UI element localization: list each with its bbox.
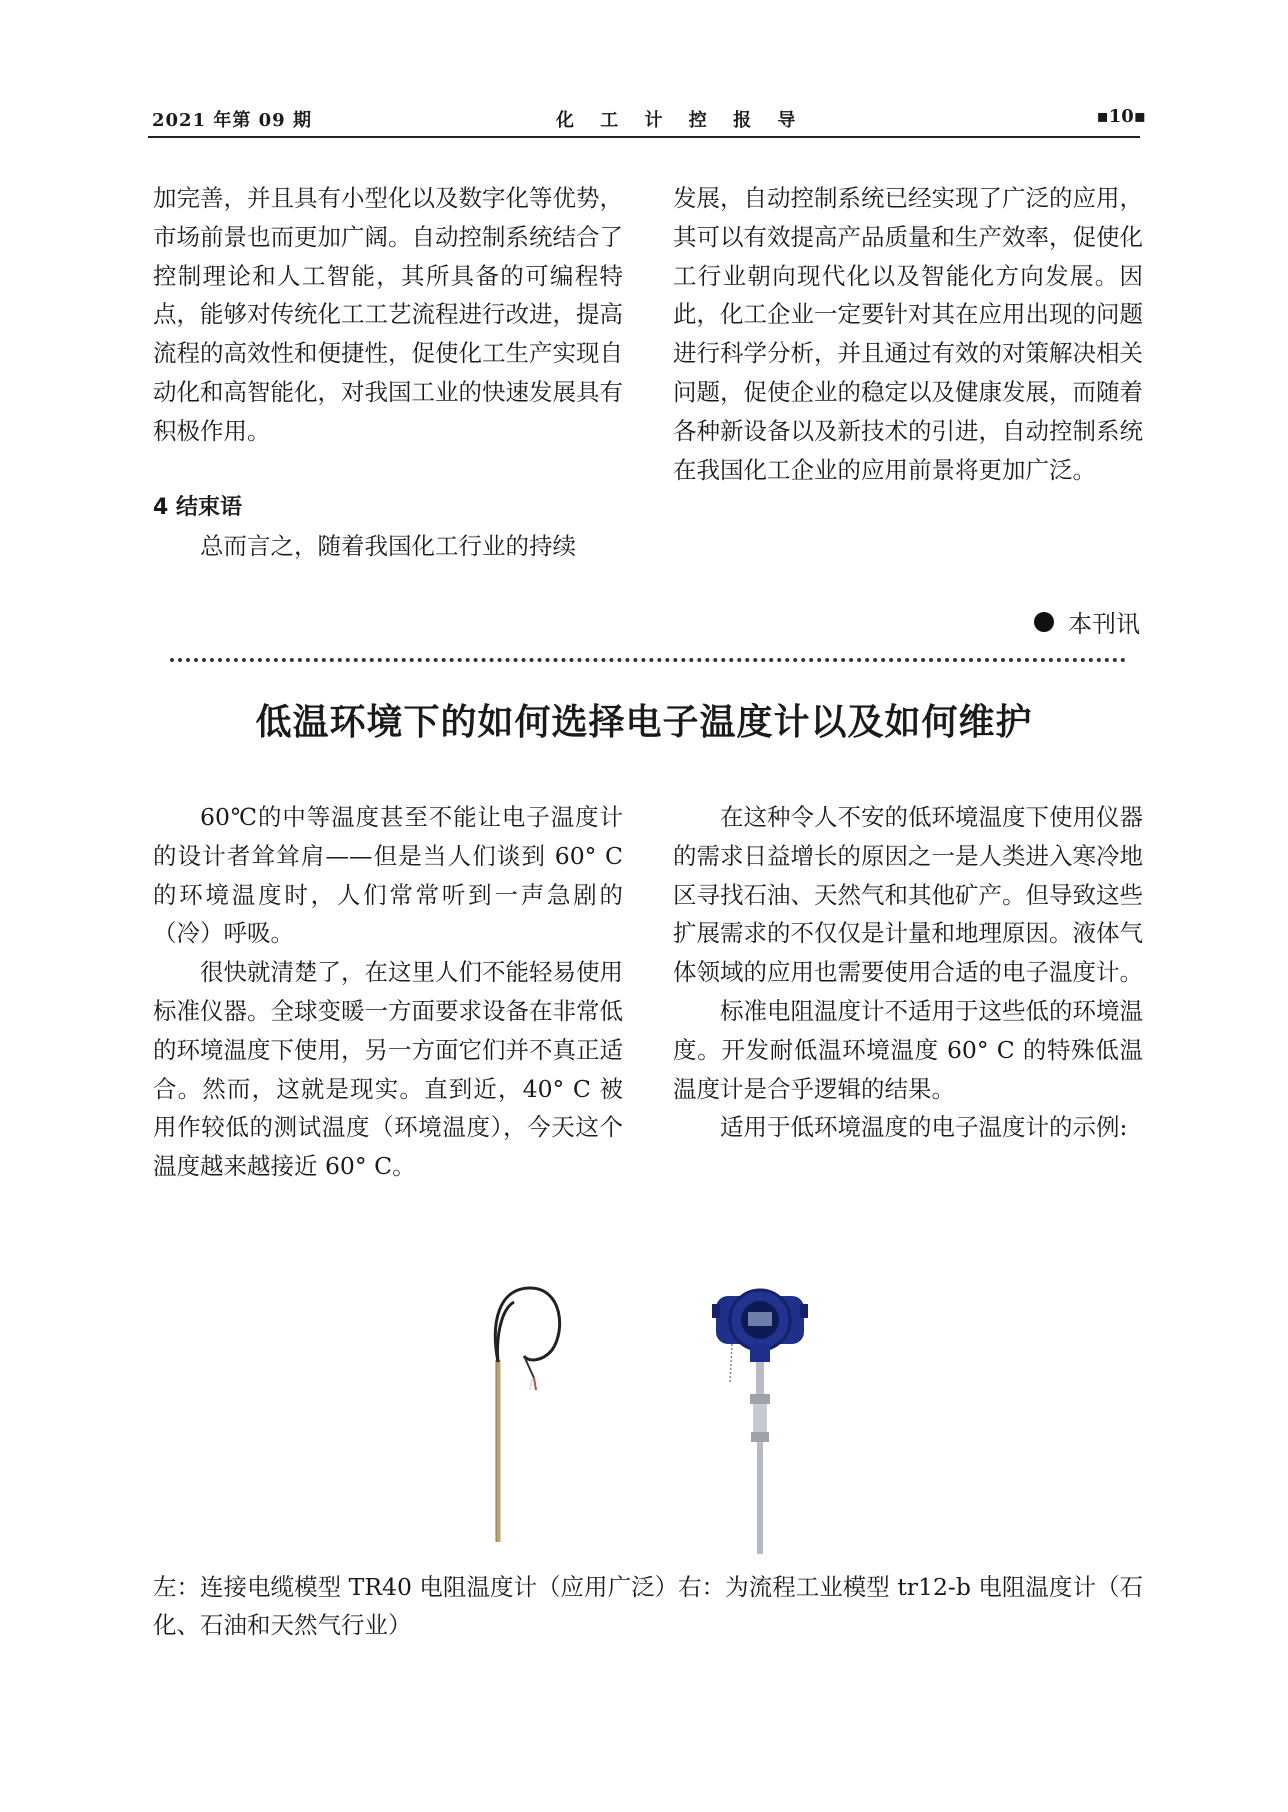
article-title: 低温环境下的如何选择电子温度计以及如何维护 bbox=[255, 702, 1033, 743]
conclusion-paragraph: 总而言之，随着我国化工行业的持续 bbox=[200, 532, 576, 560]
article-right-column bbox=[673, 798, 1143, 1147]
article-paragraph-3: 在这种令人不安的低环境温度下使用仪器的需求日益增长的原因之一是人类进入寒冷地区寻找石油、天然气和其他矿产。但导致这些扩展需求的不仅仅是计量和地理原因。液体气体领域的应用也需要使用合适的电子温度计。 bbox=[673, 803, 1143, 987]
prev-article-paragraph: 加完善，并且具有小型化以及数字化等优势，市场前景也而更加广阔。自动控制系统结合了控制理论和人工智能，其所具备的可编程特点，能够对传统化工工艺流程进行改进，提高流程的高效性和便捷性，促使化工生产实现自动化和高智能化，对我国工业的快速发展具有积极作用。 bbox=[153, 184, 623, 445]
dotted-separator bbox=[170, 658, 1126, 662]
news-tag-label: 本刊讯 bbox=[1068, 610, 1140, 638]
bullet-dot-icon bbox=[1034, 612, 1054, 632]
journal-name: 化 工 计 控 报 导 bbox=[556, 110, 806, 131]
issue-label: 2021 年第 09 期 bbox=[152, 110, 312, 131]
tr40-cable-thermometer-image bbox=[470, 1280, 580, 1550]
header-rule bbox=[148, 136, 1140, 138]
section-heading: 4 结束语 bbox=[153, 495, 242, 520]
article-paragraph-2: 很快就清楚了，在这里人们不能轻易使用标准仪器。全球变暖一方面要求设备在非常低的环境温度下使用，另一方面它们并不真正适合。然而，这就是现实。直到近，40° C 被用作较低的测试温度（环境温度），今天这个温度越来越接近 60° C。 bbox=[153, 958, 623, 1181]
conclusion-start bbox=[153, 527, 623, 566]
conclusion-continued-paragraph: 发展，自动控制系统已经实现了广泛的应用，其可以有效提高产品质量和生产效率，促使化工行业朝向现代化以及智能化方向发展。因此，化工企业一定要针对其在应用出现的问题进行科学分析，并且通过有效的对策解决相关问题，促使企业的稳定以及健康发展，而随着各种新设备以及新技术的引进，自动控制系统在我国化工企业的应用前景将更加广泛。 bbox=[673, 184, 1143, 484]
tr12b-process-thermometer-image bbox=[710, 1282, 810, 1557]
news-tag bbox=[1034, 604, 1140, 639]
article-paragraph-4: 标准电阻温度计不适用于这些低的环境温度。开发耐低温环境温度 60° C 的特殊低温温度计是合乎逻辑的结果。 bbox=[673, 996, 1143, 1103]
figure-caption: 左：连接电缆模型 TR40 电阻温度计（应用广泛）右：为流程工业模型 tr12-b 电阻温度计（石化、石油和天然气行业） bbox=[153, 1573, 1143, 1639]
article-left-column bbox=[153, 798, 623, 1186]
article-paragraph-1: 60℃的中等温度甚至不能让电子温度计的设计者耸耸肩——但是当人们谈到 60° C 的环境温度时，人们常常听到一声急剧的（冷）呼吸。 bbox=[153, 803, 623, 948]
prev-article-left-column bbox=[153, 179, 623, 451]
prev-article-right-column bbox=[673, 179, 1143, 489]
article-paragraph-5: 适用于低环境温度的电子温度计的示例: bbox=[720, 1113, 1128, 1142]
page-number: ▪10▪ bbox=[1096, 106, 1146, 127]
